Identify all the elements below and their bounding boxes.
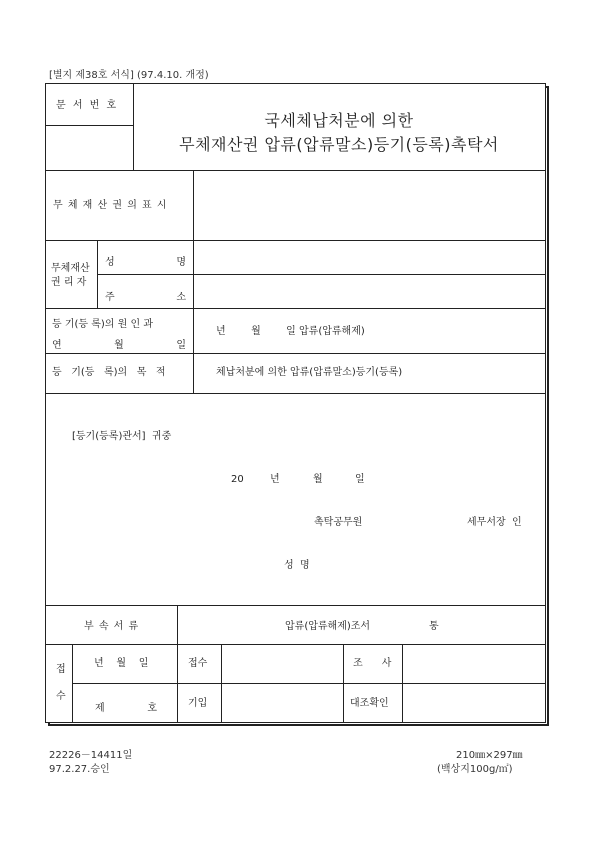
holder-label-line-2: 권 리 자: [51, 277, 87, 288]
divider: [45, 308, 546, 309]
doc-number-label: 문 서 번 호: [56, 100, 119, 111]
divider: [97, 274, 546, 275]
purpose-value: 체납처분에 의한 압류(압류말소)등기(등록): [216, 367, 403, 378]
receipt-group-line-1: 접: [56, 664, 66, 675]
divider: [97, 240, 98, 308]
date-year-unit: 년: [270, 474, 280, 485]
divider: [45, 240, 546, 241]
receipt-record-label: 기입: [188, 698, 208, 709]
divider: [177, 605, 178, 723]
divider: [45, 644, 546, 645]
footer-approval-number: 22226－14411일: [49, 750, 133, 761]
purpose-label: 등 기(등 록)의 목 적: [52, 367, 166, 378]
divider: [72, 683, 546, 684]
date-year: 20: [231, 474, 244, 485]
divider: [45, 125, 133, 126]
cause-label-line-1: 등 기(등 록)의 원 인 과: [52, 319, 153, 330]
footer-approval-date: 97.2.27.승인: [49, 764, 110, 775]
divider: [45, 170, 546, 171]
divider: [45, 393, 546, 394]
cause-value: 년 월 일 압류(압류해제): [216, 326, 365, 337]
divider: [72, 644, 73, 723]
receipt-group-line-2: 수: [56, 691, 66, 702]
divider: [221, 644, 222, 723]
sign-name-label: 성 명: [284, 560, 310, 571]
attachments-value: 압류(압류해제)조서: [285, 621, 371, 632]
title-line-2: 무체재산권 압류(압류말소)등기(등록)촉탁서: [179, 135, 499, 154]
date-day-unit: 일: [355, 474, 365, 485]
receipt-compare-label: 대조확인: [350, 698, 389, 709]
receipt-number-label: 접수: [188, 658, 208, 669]
receipt-date-label: 년 월 일: [94, 658, 149, 669]
holder-label-line-1: 무체재산: [51, 263, 90, 274]
divider: [45, 353, 546, 354]
receipt-check-label: 조 사: [353, 658, 392, 669]
recipient-line: [등기(등록)관서] 귀중: [72, 431, 172, 442]
date-month-unit: 월: [313, 474, 323, 485]
attachments-unit: 통: [429, 621, 439, 632]
divider: [343, 644, 344, 723]
address-label: 주 소: [105, 292, 186, 303]
tax-office-label: 세무서장 인: [467, 517, 522, 528]
name-label: 성 명: [105, 257, 186, 268]
official-label: 촉탁공무원: [314, 517, 363, 528]
attachments-label: 부 속 서 류: [84, 621, 140, 632]
footer-paper-type: (백상지100g/㎡): [437, 764, 513, 775]
property-display-label: 무 체 재 산 권 의 표 시: [53, 200, 168, 211]
form-label: [별지 제38호 서식] (97.4.10. 개정): [49, 70, 209, 81]
footer-paper-size: 210㎜×297㎜: [456, 750, 523, 761]
receipt-no-label: 제 호: [95, 703, 157, 714]
title-line-1: 국세체납처분에 의한: [264, 111, 414, 130]
divider: [402, 644, 403, 723]
divider: [193, 170, 194, 393]
divider: [45, 605, 546, 606]
cause-label-line-2: 연 월 일: [52, 340, 186, 351]
